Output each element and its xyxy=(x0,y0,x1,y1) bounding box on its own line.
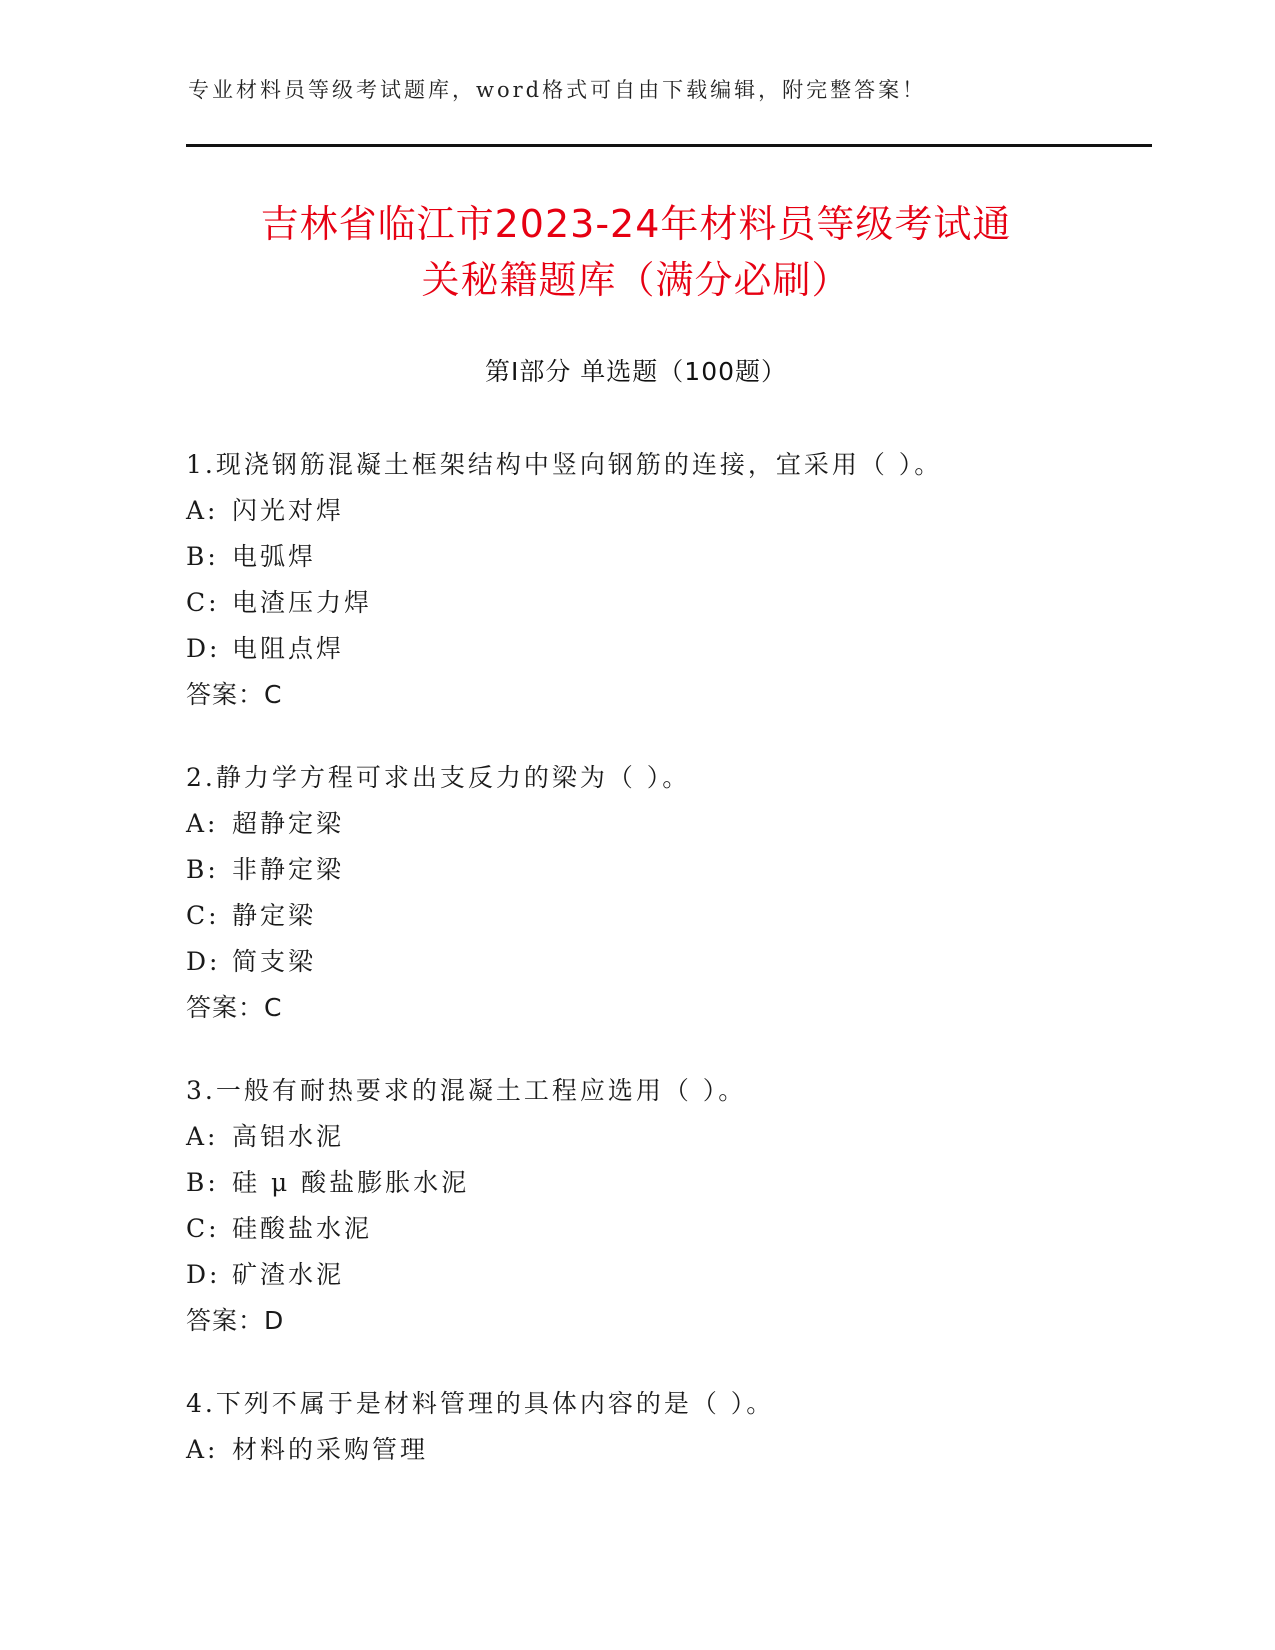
option-text: 材料的采购管理 xyxy=(232,1435,429,1464)
question-stem: 4.下列不属于是材料管理的具体内容的是（ ）。 xyxy=(186,1389,775,1418)
question-stem: 1.现浇钢筋混凝土框架结构中竖向钢筋的连接，宜采用（ ）。 xyxy=(186,450,943,479)
option-c xyxy=(186,1206,1146,1252)
question-list xyxy=(186,442,1146,1510)
question-stem: 2.静力学方程可求出支反力的梁为（ ）。 xyxy=(186,763,691,792)
option-key: C: xyxy=(186,901,220,930)
option-text: 高铝水泥 xyxy=(232,1122,345,1151)
header-divider xyxy=(186,144,1152,147)
option-a xyxy=(186,1427,1146,1473)
answer: 答案：C xyxy=(186,680,283,709)
option-key: A: xyxy=(186,496,219,525)
option-text: 硅酸盐水泥 xyxy=(232,1214,373,1243)
option-c xyxy=(186,893,1146,939)
option-b xyxy=(186,1160,1146,1206)
question-1 xyxy=(186,442,1146,718)
option-key: D: xyxy=(186,634,221,663)
option-text: 静定梁 xyxy=(232,901,317,930)
option-key: B: xyxy=(186,1168,219,1197)
option-key: D: xyxy=(186,1260,221,1289)
option-a xyxy=(186,488,1146,534)
option-b xyxy=(186,847,1146,893)
option-key: A: xyxy=(186,1435,219,1464)
answer: 答案：D xyxy=(186,1306,285,1335)
option-text: 超静定梁 xyxy=(232,809,345,838)
option-key: B: xyxy=(186,542,219,571)
option-key: B: xyxy=(186,855,219,884)
option-d xyxy=(186,939,1146,985)
option-key: D: xyxy=(186,947,221,976)
option-text: 非静定梁 xyxy=(232,855,345,884)
document-title xyxy=(186,196,1086,308)
question-4 xyxy=(186,1381,1146,1473)
question-3 xyxy=(186,1068,1146,1344)
question-stem: 3.一般有耐热要求的混凝土工程应选用（ ）。 xyxy=(186,1076,747,1105)
option-text: 闪光对焊 xyxy=(232,496,345,525)
option-key: C: xyxy=(186,1214,220,1243)
question-2 xyxy=(186,755,1146,1031)
section-title: 第Ⅰ部分 单选题（100题） xyxy=(484,357,788,386)
answer: 答案：C xyxy=(186,993,283,1022)
option-text: 电弧焊 xyxy=(232,542,317,571)
option-key: A: xyxy=(186,1122,219,1151)
option-text: 硅 μ 酸盐膨胀水泥 xyxy=(232,1168,470,1197)
page-header: 专业材料员等级考试题库，word格式可自由下载编辑，附完整答案！ xyxy=(188,78,927,102)
document-title-line-2: 关秘籍题库（满分必刷） xyxy=(421,258,851,302)
option-d xyxy=(186,1252,1146,1298)
option-text: 简支梁 xyxy=(232,947,317,976)
option-b xyxy=(186,534,1146,580)
option-text: 矿渣水泥 xyxy=(232,1260,345,1289)
option-a xyxy=(186,1114,1146,1160)
option-text: 电阻点焊 xyxy=(232,634,345,663)
document-title-line-1: 吉林省临江市2023-24年材料员等级考试通 xyxy=(260,202,1012,246)
option-c xyxy=(186,580,1146,626)
option-key: C: xyxy=(186,588,220,617)
option-d xyxy=(186,626,1146,672)
option-key: A: xyxy=(186,809,219,838)
option-text: 电渣压力焊 xyxy=(232,588,373,617)
option-a xyxy=(186,801,1146,847)
